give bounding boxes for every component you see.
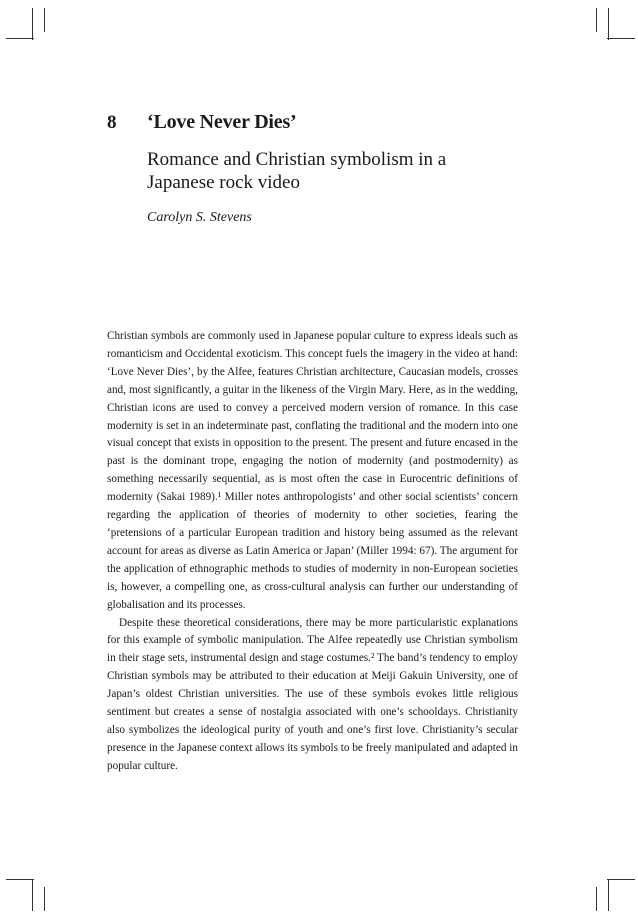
- chapter-title: ‘Love Never Dies’: [147, 111, 297, 133]
- chapter-author: Carolyn S. Stevens: [147, 210, 252, 225]
- body-paragraph-1: Christian symbols are commonly used in Japanese popular culture to express ideals such as romanticism and Occidental exoticism. This concept fuels the imagery in the video at hand: ‘Love Never Dies’, by the Alfee, features Christian architecture, Caucasian models, crosses and, most significantly, a guitar in the likeness of the Virgin Mary. Here, as in the wedding, Christian icons are used to convey a perceived modern version of romance. In this case modernity is set in an indeterminate past, conflating the traditional and the modern into one visual concept that exists in opposition to the present. The present and future encased in the past is the dominant trope, engaging the notion of modernity (and postmodernity) as something necessarily sequential, as is most often the case in Eurocentric definitions of modernity (Sakai 1989).¹ Miller notes anthropologists’ and other social scientists’ concern regarding the application of theories of modernity to other societies, fearing the ‘pretensions of a particular European tradition and history being assumed as the relevant account for areas as diverse as Latin America or Japan’ (Miller 1994: 67). The argument for the application of ethnographic methods to studies of modernity in non-European societies is, however, a compelling one, as cross-cultural analysis can further our understanding of globalisation and its processes.: [107, 330, 518, 611]
- chapter-subtitle: Romance and Christian symbolism in a Japanese rock video: [147, 149, 447, 193]
- chapter-body: [107, 328, 518, 776]
- chapter-number: 8: [107, 112, 117, 133]
- body-paragraph-2: Despite these theoretical considerations, there may be more particularistic explanations for this example of symbolic manipulation. The Alfee repeatedly use Christian symbolism in their stage sets, instrumental design and stage costumes.² The band’s tendency to employ Christian symbols may be attributed to their education at Meiji Gakuin University, one of Japan’s oldest Christian universities. The use of these symbols evokes little religious sentiment but creates a sense of nostalgia associated with one’s schooldays. Christianity also symbolizes the ideological purity of youth and one’s first love. Christianity’s secular presence in the Japanese context allows its symbols to be freely manipulated and adapted in popular culture.: [107, 616, 518, 772]
